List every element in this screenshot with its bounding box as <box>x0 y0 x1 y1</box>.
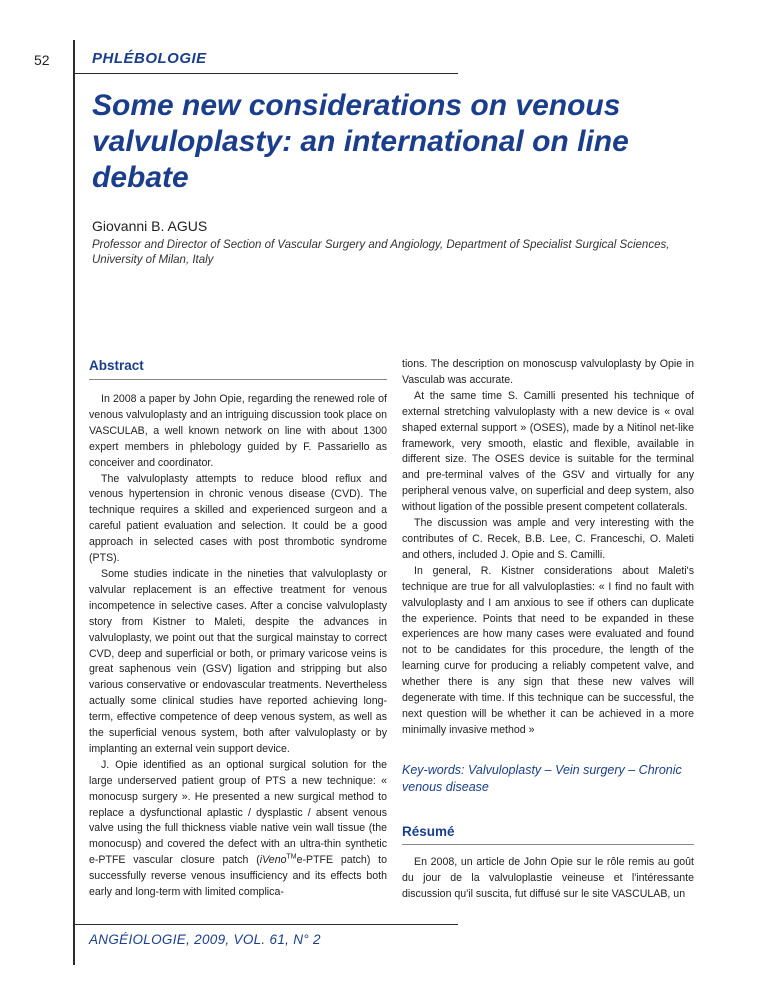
abstract-paragraph-7: The discussion was ample and very interesting with the contributes of C. Recek, B.B. Lee, C. Franceschi, O. Maleti and others, included J. Opie and S. Camilli. <box>402 517 694 561</box>
keywords: Key-words: Valvuloplasty – Vein surgery – Chronic venous disease <box>402 763 682 794</box>
abstract-paragraph-3: Some studies indicate in the nineties that valvuloplasty or valvular replacement is an effective treatment for venous incompetence in selective cases. After a concise valvuloplasty story from Kistner to Maleti, despite the advances in valvuloplasty, we point out that the surgical mainstay to correct CVD, deep and superficial or both, or primary varicose veins is great saphenous vein (GSV) ligation and stripping but also various conservative or endovascular treatments. Nevertheless actually some clinical studies have reported achieving long-term, effective competence of deep venous system, as well as the superficial venous system, both after valvuloplasty or by implanting an external vein support device. <box>89 567 387 755</box>
abstract-heading: Abstract <box>89 358 144 373</box>
trademark-mark: TM <box>286 853 297 861</box>
abstract-paragraph-4-part-a: J. Opie identified as an optional surgical solution for the large underserved patient group of PTS a new technique: « monocusp surgery ». He presented a new surgical method to replace a dysfunctional aplastic / dysplastic / absent venous valve using the full thickness viable native vein wall tissue (the monocusp) and covered the defect with an ultra-thin synthetic e-PTFE vascular closure patch ( <box>89 758 387 867</box>
abstract-column-right <box>402 357 694 739</box>
abstract-heading-rule <box>89 379 387 380</box>
resume-column <box>402 855 694 903</box>
journal-footer: ANGÉIOLOGIE, 2009, VOL. 61, N° 2 <box>89 932 321 947</box>
abstract-paragraph-6: At the same time S. Camilli presented his technique of external stretching valvuloplasty with a new device is « oval shaped external support » (OSES), made by a Nitinol net-like framework, very smooth, elastic and flexible, available in different size. The OSES device is suitable for the terminal and pre-terminal valves of the GSV and virtually for any peripheral venous valve, on superficial and deep system, also without ligation of the possible present competent collaterals. <box>402 389 694 514</box>
footer-rule <box>73 924 458 925</box>
header-rule <box>73 73 458 74</box>
article-title: Some new considerations on venous valvuloplasty: an international on line debate <box>92 89 629 194</box>
abstract-paragraph-2: The valvuloplasty attempts to reduce blood reflux and venous hypertension in chronic venous disease (CVD). The technique requires a skilled and experienced surgeon and a careful patient evaluation and selection. It could be a good approach in selected cases with post thrombotic syndrome (PTS). <box>89 472 387 565</box>
abstract-paragraph-4 <box>89 758 387 901</box>
abstract-paragraph-4-part-b: e-PTFE patch) to successfully reverse venous insufficiency and its effects both early and long-term with limited complica- <box>89 854 387 899</box>
resume-heading: Résumé <box>402 824 455 839</box>
iveno-brand: iVeno <box>259 854 287 867</box>
resume-heading-rule <box>402 844 694 845</box>
resume-paragraph-1: En 2008, un article de John Opie sur le rôle remis au goût du jour de la valvuloplastie veineuse et l'intéressante discussion qu'il suscita, fut diffusé sur le site VASCULAB, un <box>402 856 694 900</box>
section-label: PHLÉBOLOGIE <box>92 50 207 67</box>
author-affiliation: Professor and Director of Section of Vascular Surgery and Angiology, Department of Specialist Surgical Sciences, University of Milan, Italy <box>92 239 670 266</box>
page-number: 52 <box>34 52 50 68</box>
abstract-paragraph-5: tions. The description on monoscusp valvuloplasty by Opie in Vasculab was accurate. <box>402 358 694 386</box>
margin-vertical-rule <box>73 40 75 965</box>
abstract-column-left <box>89 392 387 901</box>
abstract-paragraph-1: In 2008 a paper by John Opie, regarding the renewed role of venous valvuloplasty and an intriguing discussion took place on VASCULAB, a well known network on line with about 1300 expert members in phlebology guided by F. Passariello as conceiver and coordinator. <box>89 393 387 469</box>
abstract-paragraph-8: In general, R. Kistner considerations about Maleti's technique are true for all valvuloplasties: « I find no fault with valvuloplasty and I am anxious to see if others can duplicate the experience. Points that need to be expanded in these experiences are how many cases were evaluated and found not to be candidates for this procedure, the length of the learning curve for producing a reliably competent valve, and whether there is any sign that these new valves will degenerate with time. If this technique can be successful, the next question will be whether it can be achieved in a more minimally invasive method » <box>402 564 694 736</box>
author-name: Giovanni B. AGUS <box>92 218 208 234</box>
